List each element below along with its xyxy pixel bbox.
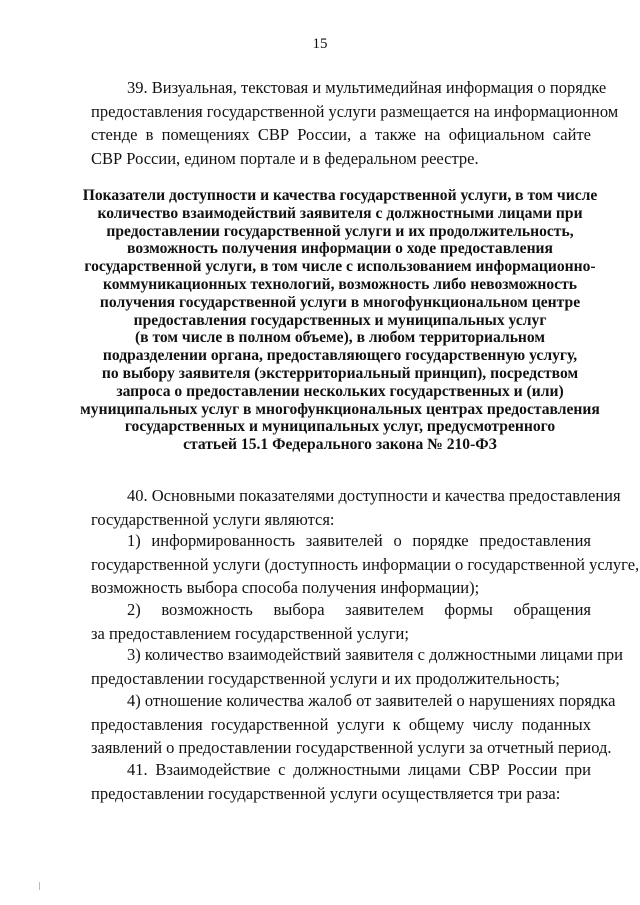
heading-line: предоставлении государственной услуги и их продолжительность, <box>106 222 574 240</box>
paragraph-39 <box>91 76 619 170</box>
paragraph-41 <box>91 758 591 805</box>
list-item-1-line: 1) информированность заявителей о порядке предоставления <box>127 531 591 550</box>
list-item-3-line: 3) количество взаимодействий заявителя с должностными лицами при <box>127 645 624 664</box>
paragraph-39-line: 39. Визуальная, текстовая и мультимедийная информация о порядке <box>127 78 607 97</box>
heading-line: Показатели доступности и качества государственной услуги, в том числе <box>82 187 598 204</box>
paragraph-40-line: государственной услуги являются: <box>91 509 335 529</box>
list-item-4-line: предоставления государственной услуги к общему числу поданных <box>91 714 591 734</box>
section-heading <box>80 187 600 454</box>
list-item-2 <box>91 598 591 645</box>
paragraph-40-line: 40. Основными показателями доступности и качества предоставления <box>127 486 621 505</box>
heading-line: подразделении органа, предоставляющего государственную услугу, <box>102 347 578 365</box>
list-item-4 <box>91 689 616 760</box>
list-item-1 <box>91 529 640 600</box>
list-item-3 <box>91 643 624 690</box>
heading-line: (в том числе в полном объеме), в любом территориальном <box>134 329 546 347</box>
list-item-3-line: предоставлении государственной услуги и их продолжительность; <box>91 668 560 688</box>
heading-line: статьей 15.1 Федерального закона № 210-ФЗ <box>183 436 497 454</box>
list-item-2-line: 2) возможность выбора заявителем формы обращения <box>127 600 591 619</box>
scan-mark <box>39 882 40 890</box>
list-item-4-line: 4) отношение количества жалоб от заявителей о нарушениях порядка <box>127 691 616 710</box>
heading-line: запроса о предоставлении нескольких государственных и (или) <box>116 382 564 400</box>
page-number: 15 <box>312 36 328 52</box>
heading-line: предоставления государственных и муниципальных услуг <box>133 311 547 329</box>
paragraph-39-line: СВР России, едином портале и в федеральном реестре. <box>91 148 479 168</box>
paragraph-39-line: предоставления государственной услуги размещается на информационном <box>91 101 619 121</box>
paragraph-40 <box>91 484 621 531</box>
paragraph-39-line: стенде в помещениях СВР России, а также на официальном сайте <box>91 125 591 144</box>
list-item-1-line: возможность выбора способа получения информации); <box>91 578 480 597</box>
paragraph-41-line: 41. Взаимодействие с должностными лицами СВР России при <box>127 760 591 779</box>
heading-line: коммуникационных технологий, возможность либо невозможность <box>102 275 578 293</box>
heading-line: количество взаимодействий заявителя с должностными лицами при <box>97 204 583 222</box>
paragraph-41-line: предоставлении государственной услуги осуществляется три раза: <box>91 783 561 803</box>
heading-line: возможность получения информации о ходе предоставления <box>127 240 553 258</box>
list-item-2-line: за предоставлением государственной услуги; <box>91 623 409 643</box>
heading-line: государственной услуги, в том числе с использованием информационно- <box>84 258 596 276</box>
list-item-1-line: государственной услуги (доступность информации о государственной услуге, <box>91 554 640 574</box>
heading-line: по выбору заявителя (экстерриториальный принцип), посредством <box>101 364 579 382</box>
heading-line: муниципальных услуг в многофункциональных центрах предоставления <box>80 400 600 418</box>
heading-line: получения государственной услуги в многофункциональном центре <box>99 293 581 311</box>
list-item-4-line: заявлений о предоставлении государственной услуги за отчетный период. <box>91 738 612 757</box>
heading-line: государственных и муниципальных услуг, предусмотренного <box>124 418 556 436</box>
